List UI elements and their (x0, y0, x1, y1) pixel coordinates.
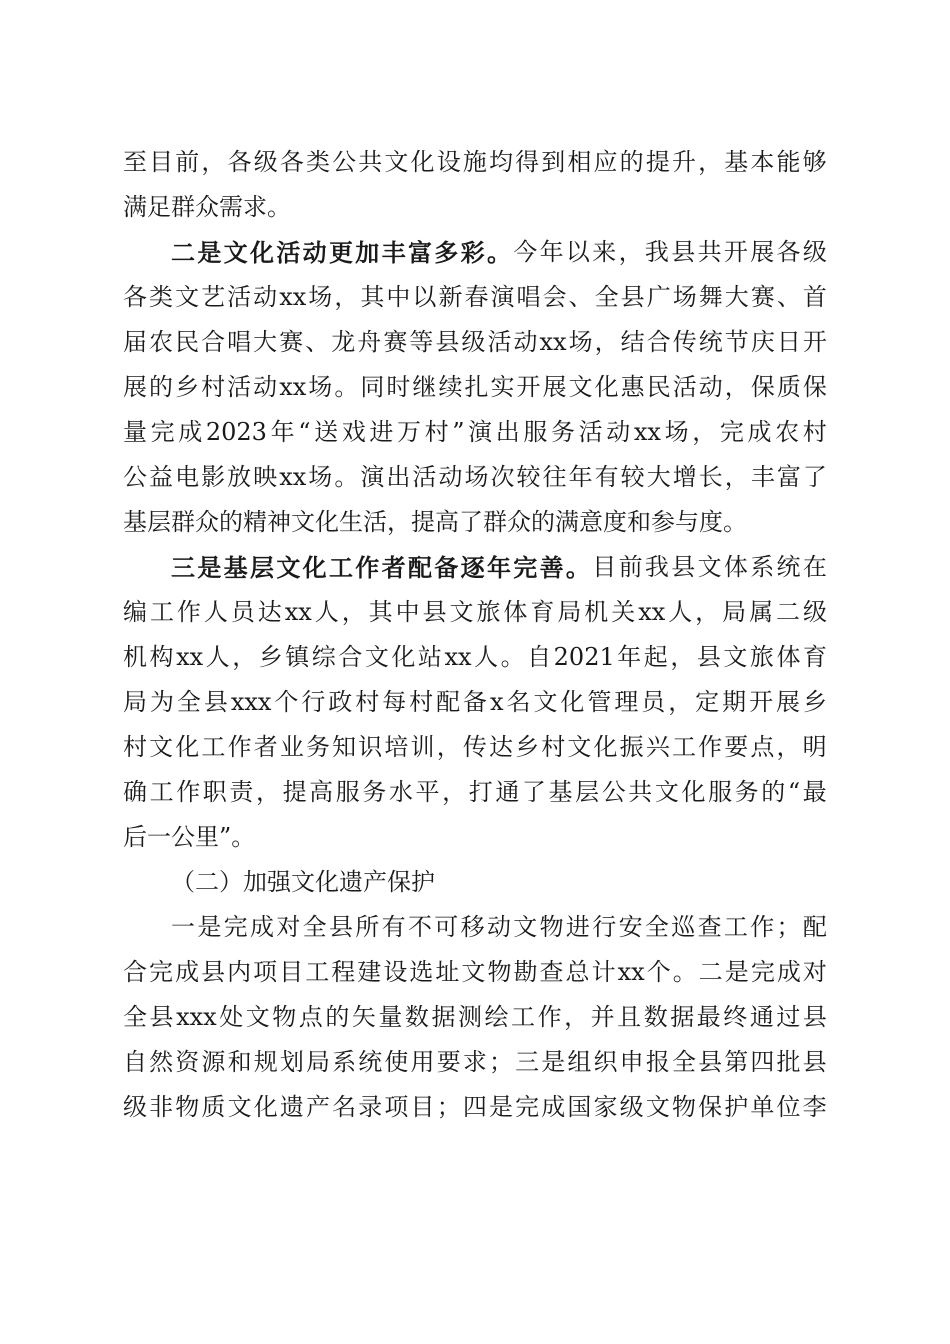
text-line: 至 目 前 ， 各 级 各 类 公 共 文 化 设 施 均 得 到 相 应 的 提 升 ， 基 本 能 够 (123, 148, 827, 176)
text-line: 基 层 群 众 的 精 神 文 化 生 活 ， 提 高 了 群 众 的 满 意 度 和 参 与 度 。 (123, 508, 747, 536)
text-line: 展 的 乡 村 活 动 xx 场 。 同 时 继 续 扎 实 开 展 文 化 惠 民 活 动 ， 保 质 保 (123, 373, 827, 401)
text-line: 三 是 基 层 文 化 工 作 者 配 备 逐 年 完 善 。 目 前 我 县 文 体 系 统 在 (171, 553, 827, 582)
document-page (123, 140, 827, 1130)
text-line: 局 为 全 县 xxx 个 行 政 村 每 村 配 备 x 名 文 化 管 理 员 ， 定 期 开 展 乡 (123, 688, 827, 716)
text-line: 满 足 群 众 需 求 。 (123, 193, 291, 221)
text-line: 一 是 完 成 对 全 县 所 有 不 可 移 动 文 物 进 行 安 全 巡 查 工 作 ； 配 (171, 913, 827, 941)
text-line: 合 完 成 县 内 项 目 工 程 建 设 选 址 文 物 勘 查 总 计 xx 个 。 二 是 完 成 对 (123, 958, 827, 986)
text-line: 公 益 电 影 放 映 xx 场 。 演 出 活 动 场 次 较 往 年 有 较 大 增 长 ， 丰 富 了 (123, 463, 827, 491)
text-line: 量 完 成 2023 年 “ 送 戏 进 万 村 ” 演 出 服 务 活 动 xx 场 ， 完 成 农 村 (123, 418, 827, 446)
text-line: 村 文 化 工 作 者 业 务 知 识 培 训 ， 传 达 乡 村 文 化 振 兴 工 作 要 点 ， 明 (123, 733, 827, 761)
text-line: 后 一 公 里 ” 。 (123, 823, 256, 851)
text-line: 全 县 xxx 处 文 物 点 的 矢 量 数 据 测 绘 工 作 ， 并 且 数 据 最 终 通 过 县 (123, 1003, 827, 1031)
text-line: （ 二 ） 加 强 文 化 遗 产 保 护 (171, 868, 435, 896)
document-body (123, 140, 827, 1130)
text-line: 编 工 作 人 员 达 xx 人 ， 其 中 县 文 旅 体 育 局 机 关 xx 人 ， 局 属 二 级 (123, 598, 827, 626)
text-line: 级 非 物 质 文 化 遗 产 名 录 项 目 ； 四 是 完 成 国 家 级 文 物 保 护 单 位 李 (123, 1093, 827, 1121)
text-line: 机 构 xx 人 ， 乡 镇 综 合 文 化 站 xx 人 。 自 2021 年 起 ， 县 文 旅 体 育 (123, 643, 827, 671)
text-line: 届 农 民 合 唱 大 赛 、 龙 舟 赛 等 县 级 活 动 xx 场 ， 结 合 传 统 节 庆 日 开 (123, 328, 827, 356)
text-line: 自 然 资 源 和 规 划 局 系 统 使 用 要 求 ； 三 是 组 织 申 报 全 县 第 四 批 县 (123, 1048, 827, 1076)
text-line: 各 类 文 艺 活 动 xx 场 ， 其 中 以 新 春 演 唱 会 、 全 县 广 场 舞 大 赛 、 首 (123, 283, 827, 311)
text-line: 二 是 文 化 活 动 更 加 丰 富 多 彩 。 今 年 以 来 ， 我 县 共 开 展 各 级 (171, 238, 827, 267)
text-line: 确 工 作 职 责 ， 提 高 服 务 水 平 ， 打 通 了 基 层 公 共 文 化 服 务 的 “ 最 (123, 778, 827, 806)
